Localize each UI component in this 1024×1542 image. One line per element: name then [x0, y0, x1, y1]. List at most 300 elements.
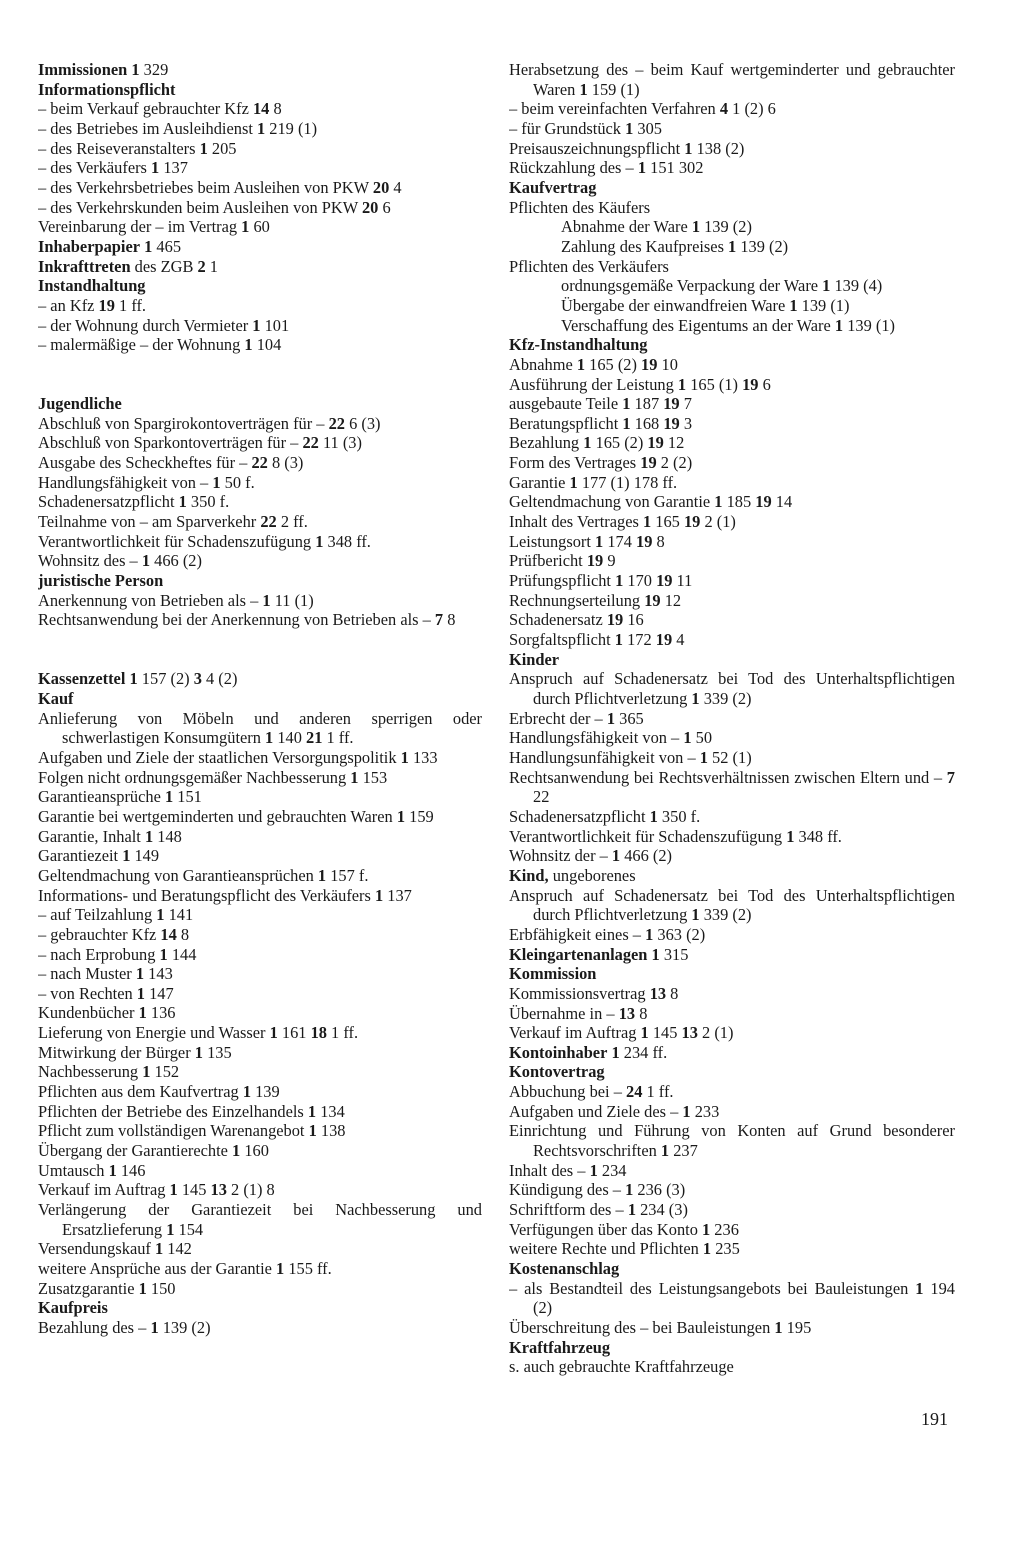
source-number: 1 [822, 276, 831, 296]
heading-word: Kostenanschlag [509, 1259, 620, 1279]
source-number: 1 [649, 806, 658, 826]
entry-text: Folgen nicht ordnungsgemäßer Nachbesserung [38, 767, 351, 787]
index-subentry [38, 1043, 482, 1063]
entry-text: – des Verkäufers [38, 158, 152, 178]
entry-text: Ausführung der Leistung [509, 374, 678, 394]
index-subentry [38, 414, 482, 434]
entry-text: – für Grundstück [509, 118, 626, 138]
entry-text: Übernahme in – [509, 1003, 619, 1023]
entry-text: 11 (3) [318, 433, 362, 453]
index-subentry [509, 198, 955, 218]
entry-text: 1 [205, 256, 218, 276]
entry-text: 12 [663, 433, 685, 453]
index-heading [509, 1259, 955, 1279]
source-number: 1 [164, 787, 174, 807]
index-subentry [38, 178, 482, 198]
index-subentry [38, 1200, 482, 1239]
entry-text: Abnahme [509, 354, 577, 374]
entry-text: 133 [408, 747, 438, 767]
entry-text: 168 [630, 413, 664, 433]
index-heading [509, 178, 955, 198]
entry-text: Preisauszeichnungspflicht [509, 138, 685, 158]
source-number: 1 [151, 158, 160, 178]
heading-word: Kauf [38, 688, 74, 708]
entry-text: 157 f. [326, 865, 369, 885]
source-number: 24 [626, 1082, 643, 1102]
entry-text: Erbfähigkeit eines – [509, 924, 646, 944]
entry-text: 141 [164, 905, 194, 925]
entry-text: 142 [163, 1239, 192, 1259]
entry-text: 8 [269, 99, 282, 119]
index-subentry [509, 512, 955, 532]
heading-word: Kontoinhaber [509, 1042, 608, 1062]
index-heading [509, 650, 955, 670]
index-subentry [38, 551, 482, 571]
entry-text: 11 (1) [270, 590, 314, 610]
source-number: 1 [396, 806, 406, 826]
heading-word: Immissionen [38, 60, 128, 79]
index-subentry [38, 709, 482, 748]
source-number: 1 [374, 885, 384, 905]
entry-text: Aufgaben und Ziele des – [509, 1101, 683, 1121]
entry-text: 159 [405, 806, 434, 826]
entry-text: 139 (2) [700, 217, 752, 237]
source-number: 13 [681, 1023, 698, 1043]
source-number: 1 [178, 492, 187, 512]
entry-text: 194 (2) [533, 1278, 955, 1318]
entry-text: ungeborenes [548, 865, 636, 885]
source-number: 19 [636, 531, 653, 551]
heading-word: Kfz-Instandhaltung [509, 335, 648, 355]
entry-text: 149 [130, 846, 160, 866]
entry-text: Umtausch [38, 1160, 109, 1180]
source-number: 19 [663, 413, 680, 433]
index-subentry [38, 964, 482, 984]
source-number: 18 [310, 1023, 327, 1043]
entry-text: 236 [710, 1219, 739, 1239]
entry-text: des ZGB [130, 256, 198, 276]
entry-text: Informations- und Beratungspflicht des Verkäufers [38, 885, 375, 905]
heading-word: Kleingartenanlagen [509, 944, 648, 964]
index-subentry [38, 1062, 482, 1082]
source-number: 13 [210, 1180, 227, 1200]
entry-text: 205 [207, 138, 237, 158]
source-number: 1 [136, 983, 145, 1003]
entry-text: 147 [144, 983, 174, 1003]
entry-text: 172 [622, 630, 656, 650]
index-subentry [509, 119, 955, 139]
index-subentry [509, 217, 955, 237]
entry-text: Verlängerung der Garantiezeit bei Nachbesserung und Ersatzlieferung [38, 1200, 482, 1239]
entry-text: – von Rechten [38, 983, 137, 1003]
entry-text: 2 ff. [276, 512, 308, 532]
entry-text: Ausgabe des Scheckheftes für – [38, 453, 252, 473]
entry-text: – beim vereinfachten Verfahren [509, 99, 720, 119]
source-number: 19 [655, 630, 673, 650]
index-subentry [38, 296, 482, 316]
index-subentry [509, 492, 955, 512]
index-heading [38, 276, 482, 296]
index-subentry [38, 1180, 482, 1200]
index-heading [38, 257, 482, 277]
entry-text: Überschreitung des – bei Bauleistungen [509, 1318, 775, 1337]
entry-text: 140 [273, 728, 307, 748]
entry-text: Erbrecht der – [509, 708, 607, 728]
source-number: 19 [683, 512, 701, 532]
entry-text: Rückzahlung des – [509, 158, 638, 178]
heading-word: Kontovertrag [509, 1062, 605, 1082]
entry-text: Pflichten aus dem Kaufvertrag [38, 1082, 243, 1102]
source-number: 1 [194, 1042, 203, 1062]
source-number: 1 [569, 472, 578, 492]
source-number: 1 [702, 1239, 712, 1259]
source-number: 1 [622, 394, 631, 414]
source-number: 3 [193, 669, 202, 689]
index-subentry [509, 1239, 955, 1259]
entry-text: Verantwortlichkeit für Schadenszufügung [509, 826, 787, 846]
source-number: 1 [400, 747, 409, 767]
source-number: 4 [719, 99, 729, 119]
entry-text: 135 [202, 1042, 232, 1062]
source-number: 22 [328, 413, 345, 433]
entry-text: – auf Teilzahlung [38, 905, 157, 925]
heading-word: juristische Person [38, 571, 164, 591]
index-subentry [509, 1279, 955, 1318]
source-number: 1 [108, 1160, 117, 1180]
index-subentry [509, 99, 955, 119]
heading-word: Instandhaltung [38, 276, 146, 296]
entry-text: 137 [159, 158, 188, 178]
entry-text: Rechnungserteilung [509, 590, 645, 610]
index-subentry [509, 60, 955, 99]
index-heading [509, 1043, 955, 1063]
source-number: 14 [252, 99, 270, 119]
source-number: 1 [241, 217, 250, 237]
entry-text: 237 [669, 1141, 698, 1161]
entry-text: 50 [691, 728, 713, 748]
index-subentry [38, 453, 482, 473]
entry-text: – des Verkehrsbetriebes beim Ausleihen von PKW [38, 177, 373, 197]
source-number: 1 [640, 1023, 649, 1043]
entry-text: 6 [758, 374, 771, 394]
source-number: 7 [946, 767, 955, 787]
entry-text: Mitwirkung der Bürger [38, 1042, 195, 1062]
entry-text: weitere Rechte und Pflichten [509, 1239, 703, 1259]
entry-text: Übergabe der einwandfreien Ware [561, 295, 790, 315]
entry-text: Anspruch auf Schadenersatz bei Tod des Unterhaltspflichtigen durch Pflichtverletzung [509, 885, 955, 925]
left-column [38, 60, 482, 1338]
entry-text: Verfügungen über das Konto [509, 1219, 702, 1239]
entry-text: 3 [679, 413, 693, 433]
index-subentry [509, 709, 955, 729]
source-number: 1 [265, 728, 274, 748]
index-subentry [509, 591, 955, 611]
source-number: 1 [315, 531, 324, 551]
entry-text: Pflichten des Käufers [509, 197, 651, 217]
index-subentry [509, 984, 955, 1004]
entry-text: 2 (1) 8 [226, 1180, 275, 1200]
entry-text: 187 [630, 394, 664, 414]
entry-text: Handlungsfähigkeit von – [38, 472, 213, 492]
source-number: 1 [915, 1278, 924, 1298]
index-heading [38, 689, 482, 709]
index-heading [509, 1338, 955, 1358]
index-heading [509, 335, 955, 355]
source-number: 1 [262, 590, 271, 610]
entry-text: 10 [657, 354, 678, 374]
index-subentry [38, 846, 482, 866]
entry-text: Verkauf im Auftrag [38, 1180, 170, 1200]
source-number: 1 [683, 728, 692, 748]
source-number: 1 [614, 630, 623, 650]
index-subentry [509, 355, 955, 375]
entry-text: 235 [711, 1239, 740, 1259]
entry-text: 11 [672, 571, 693, 591]
source-number: 1 [308, 1121, 317, 1141]
source-number: 1 [269, 1023, 278, 1043]
source-number: 1 [786, 826, 795, 846]
entry-text: 234 ff. [619, 1042, 668, 1062]
source-number: 1 [150, 1317, 159, 1337]
entry-text: 160 [240, 1141, 269, 1161]
source-number: 1 [579, 79, 588, 99]
index-heading [38, 1298, 482, 1318]
source-number: 1 [122, 846, 131, 866]
entry-text: 1 ff. [322, 728, 354, 748]
entry-text: 139 (2) [158, 1317, 211, 1337]
index-subentry [509, 276, 955, 296]
source-number: 21 [306, 728, 323, 748]
index-subentry [38, 1318, 482, 1338]
source-number: 1 [714, 492, 723, 512]
index-subentry [509, 532, 955, 552]
entry-text: 104 [252, 335, 282, 355]
source-number: 1 [789, 295, 798, 315]
index-subentry [509, 394, 955, 414]
index-subentry [509, 551, 955, 571]
entry-text: 145 [648, 1023, 682, 1043]
source-number: 1 [144, 826, 154, 846]
entry-text: 165 (2) [585, 354, 642, 374]
source-number: 19 [641, 354, 658, 374]
section-gap [38, 355, 482, 394]
entry-text: Abschluß von Spargirokontoverträgen für – [38, 413, 329, 433]
source-number: 1 [637, 158, 647, 178]
index-heading [38, 80, 482, 100]
index-subentry [38, 473, 482, 493]
section-gap [38, 630, 482, 669]
entry-text: 134 [316, 1101, 345, 1121]
index-subentry [38, 119, 482, 139]
entry-text: 150 [146, 1278, 176, 1298]
entry-text: 139 [251, 1082, 280, 1102]
heading-word: Inkrafttreten [38, 256, 131, 276]
source-number: 22 [251, 453, 268, 473]
entry-text: 4 [389, 177, 402, 197]
index-subentry [509, 728, 955, 748]
index-heading [38, 394, 482, 414]
source-number: 19 [586, 551, 604, 571]
index-subentry [38, 925, 482, 945]
index-subentry [38, 610, 482, 630]
entry-text: Pflichten des Verkäufers [509, 256, 669, 276]
entry-text: 339 (2) [699, 905, 752, 925]
entry-text: Anspruch auf Schadenersatz bei Tod des Unterhaltspflichtigen durch Pflichtverletzung [509, 669, 955, 708]
source-number: 1 [651, 944, 660, 964]
index-subentry [509, 1004, 955, 1024]
entry-text: 153 [358, 767, 388, 787]
index-subentry [38, 1023, 482, 1043]
index-subentry [38, 1239, 482, 1259]
source-number: 1 [645, 924, 654, 944]
entry-text: Prüfungspflicht [509, 571, 616, 591]
entry-text: 139 (1) [843, 315, 896, 335]
entry-text: Schadenersatzpflicht [509, 806, 650, 826]
entry-text: Abbuchung bei – [509, 1082, 626, 1102]
entry-text: 350 f. [186, 492, 230, 512]
entry-text: Form des Vertrages [509, 453, 641, 473]
entry-text: 148 [153, 826, 182, 846]
entry-text: 8 (3) [267, 453, 304, 473]
entry-text: 6 (3) [344, 413, 381, 433]
index-subentry [509, 1082, 955, 1102]
source-number: 1 [138, 1278, 147, 1298]
source-number: 1 [625, 118, 634, 138]
page-number: 191 [921, 1409, 948, 1429]
index-subentry [509, 610, 955, 630]
entry-text: 14 [771, 492, 793, 512]
entry-text: 8 [443, 610, 456, 630]
index-subentry [509, 1357, 955, 1377]
source-number: 1 [576, 354, 586, 374]
entry-text: 8 [666, 983, 679, 1003]
source-number: 1 [307, 1101, 317, 1121]
source-number: 1 [141, 551, 151, 571]
source-number: 1 [615, 571, 624, 591]
entry-text: 233 [690, 1101, 720, 1121]
index-subentry [38, 217, 482, 237]
entry-text: 154 [174, 1219, 204, 1239]
source-number: 1 [684, 138, 693, 158]
entry-text: – als Bestandteil des Leistungsangebots bei Bauleistungen [509, 1278, 916, 1298]
entry-text: 1 ff. [642, 1082, 674, 1102]
entry-text: Beratungspflicht [509, 413, 623, 433]
entry-text: Geltendmachung von Garantie [509, 492, 715, 512]
heading-word: Inhaberpapier [38, 236, 141, 256]
index-subentry [38, 512, 482, 532]
entry-text: 219 (1) [265, 118, 318, 138]
entry-text: 305 [633, 118, 662, 138]
entry-text: Rechtsanwendung bei Rechtsverhältnissen zwischen Eltern und – [509, 767, 947, 787]
source-number: 14 [160, 924, 177, 944]
entry-text: 2 (2) [656, 453, 693, 473]
entry-text: Garantie [509, 472, 570, 492]
source-number: 1 [256, 118, 266, 138]
right-column [509, 60, 955, 1377]
entry-text: Garantiezeit [38, 846, 123, 866]
index-subentry [509, 669, 955, 708]
entry-text: 138 (2) [692, 138, 745, 158]
index-heading [38, 60, 482, 80]
index-subentry [38, 886, 482, 906]
index-heading [509, 964, 955, 984]
entry-text: Nachbesserung [38, 1062, 143, 1082]
entry-text: Schriftform des – [509, 1200, 628, 1220]
index-subentry [509, 316, 955, 336]
entry-text: 315 [659, 944, 689, 964]
entry-text: Geltendmachung von Garantieansprüchen [38, 865, 318, 885]
source-number: 1 [691, 217, 701, 237]
entry-text: 138 [316, 1121, 346, 1141]
entry-text: – an Kfz [38, 295, 99, 315]
entry-text: 1 (2) 6 [728, 99, 776, 119]
entry-text: Bezahlung [509, 433, 584, 453]
index-subentry [509, 473, 955, 493]
index-subentry [38, 198, 482, 218]
index-subentry [509, 1180, 955, 1200]
entry-text: 22 [533, 787, 550, 807]
index-subentry [509, 139, 955, 159]
source-number: 1 [682, 1101, 691, 1121]
entry-text: 4 [672, 630, 685, 650]
index-subentry [38, 1141, 482, 1161]
source-number: 1 [728, 236, 737, 256]
entry-text: 9 [603, 551, 616, 571]
heading-word: Kraftfahrzeug [509, 1337, 611, 1357]
entry-text: – beim Verkauf gebrauchter Kfz [38, 99, 253, 119]
entry-text: 143 [144, 964, 173, 984]
entry-text: 236 (3) [633, 1180, 686, 1200]
entry-text: Verkauf im Auftrag [509, 1023, 641, 1043]
heading-word: Kassenzettel [38, 669, 126, 689]
entry-text: Teilnahme von – am Sparverkehr [38, 512, 261, 532]
source-number: 1 [252, 315, 261, 335]
index-heading [509, 945, 955, 965]
entry-text: Prüfbericht [509, 551, 587, 571]
index-subentry [509, 827, 955, 847]
entry-text: 465 [152, 236, 182, 256]
entry-text: 1 ff. [114, 295, 147, 315]
entry-text: – des Betriebes im Ausleihdienst [38, 118, 257, 138]
index-subentry [509, 1318, 955, 1338]
source-number: 1 [699, 747, 708, 767]
source-number: 22 [260, 512, 277, 532]
heading-word: Kinder [509, 649, 560, 669]
entry-text: 145 [177, 1180, 211, 1200]
index-subentry [38, 748, 482, 768]
source-number: 1 [242, 1082, 252, 1102]
source-number: 1 [138, 1003, 147, 1023]
entry-text: 348 ff. [323, 531, 371, 551]
source-number: 19 [644, 590, 661, 610]
entry-text: Handlungsunfähigkeit von – [509, 747, 700, 767]
entry-text: Leistungsort [509, 531, 596, 551]
entry-text: Schadenersatzpflicht [38, 492, 179, 512]
entry-text: weitere Ansprüche aus der Garantie [38, 1259, 277, 1278]
index-subentry [38, 591, 482, 611]
source-number: 1 [691, 905, 700, 925]
index-subentry [38, 316, 482, 336]
entry-text: 177 (1) 178 ff. [577, 472, 678, 492]
entry-text: 350 f. [657, 806, 701, 826]
entry-text: 348 ff. [794, 826, 842, 846]
entry-text: Zusatzgarantie [38, 1278, 139, 1298]
entry-text: 6 [378, 197, 391, 217]
source-number: 7 [434, 610, 444, 630]
source-number: 1 [691, 689, 700, 708]
source-number: 1 [611, 846, 621, 866]
index-subentry [509, 1161, 955, 1181]
